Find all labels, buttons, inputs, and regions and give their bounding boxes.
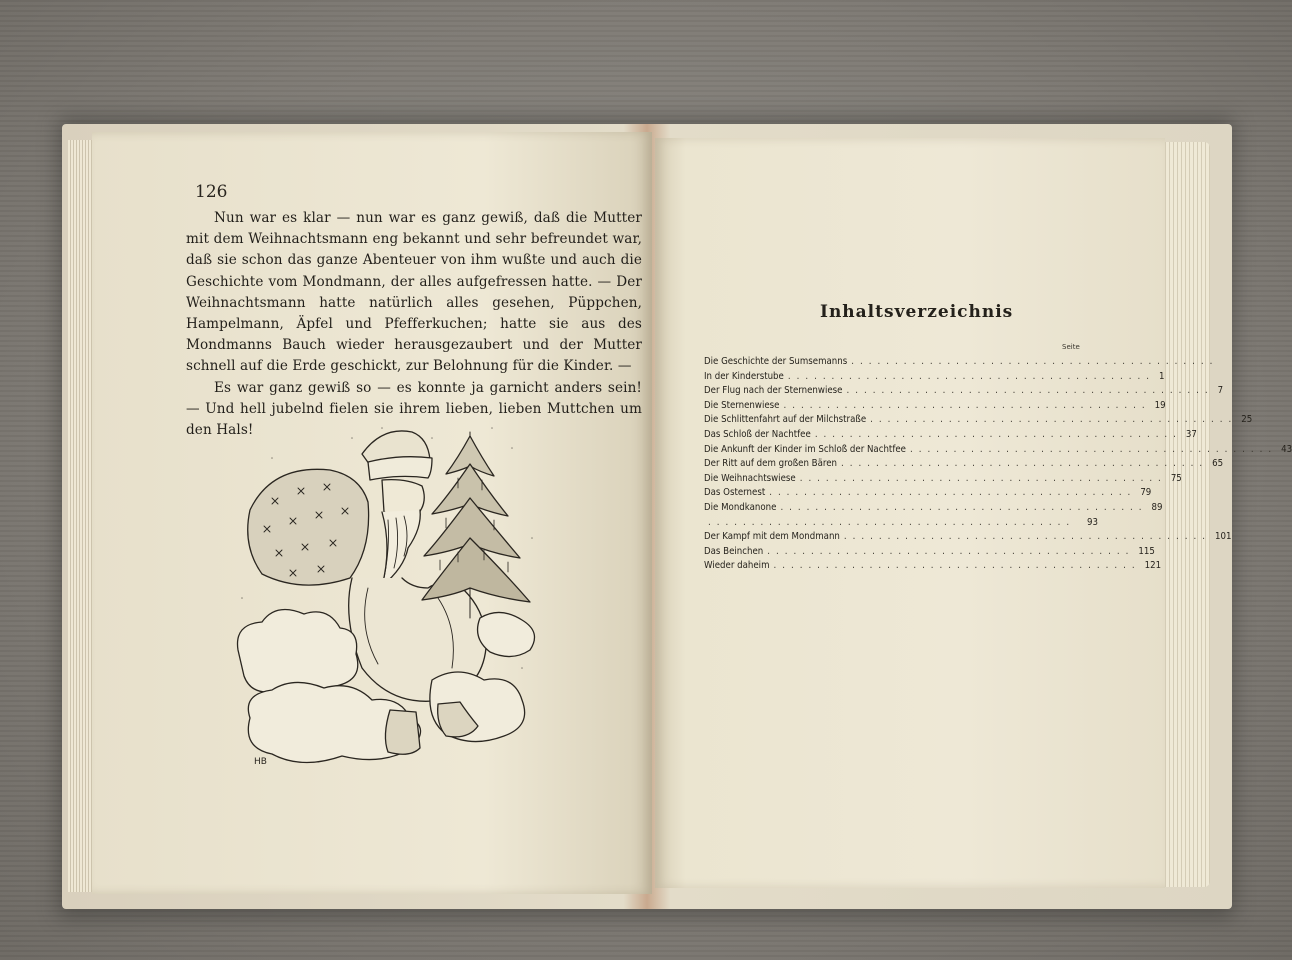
santa-illustration <box>232 418 550 780</box>
toc-entry: Die Geschichte der Sumsemanns .......................................... <box>704 356 1219 367</box>
toc-entry: Die Mondkanone .......................................... 89 <box>704 501 1163 513</box>
toc-entry: Das Schloß der Nachtfee .......................................... 37 <box>704 428 1197 440</box>
toc-entry: Wieder daheim .......................................... 121 <box>704 560 1162 572</box>
page-edges-right <box>1162 142 1210 887</box>
toc-entry: Die Schlittenfahrt auf der Milchstraße .......................................... 25 <box>704 414 1253 426</box>
toc-entry: Der Flug nach der Sternenwiese .......................................... 7 <box>704 385 1224 397</box>
story-text <box>186 208 642 441</box>
toc-title: Inhaltsverzeichnis <box>820 302 1014 322</box>
toc-entry: Die Ankunft der Kinder im Schloß der Nachtfee .......................................... 43 <box>704 443 1292 455</box>
toc-entry: .......................................... 93 <box>708 516 1098 528</box>
toc-entry: Das Osternest .......................................... 79 <box>704 487 1152 499</box>
page-edges-left <box>68 140 94 892</box>
toc-entry: Das Beinchen .......................................... 115 <box>704 545 1155 557</box>
toc-entry: Der Kampf mit dem Mondmann .......................................... 101 <box>704 531 1232 543</box>
toc-entry: Die Weihnachtswiese .......................................... 75 <box>704 472 1182 484</box>
paragraph-2: Es war ganz gewiß so — es konnte ja garnicht anders sein! — Und hell jubelnd fielen sie ihrem lieben, lieben Muttchen um den Hals! <box>186 379 642 439</box>
table-of-contents <box>704 356 1292 575</box>
toc-entry: In der Kinderstube .......................................... 1 <box>704 370 1165 382</box>
toc-entry: Der Ritt auf dem großen Bären .......................................... 65 <box>704 458 1224 470</box>
toc-entry: Die Sternenwiese .......................................... 19 <box>704 399 1166 411</box>
paragraph-1: Nun war es klar — nun war es ganz gewiß, daß die Mutter mit dem Weihnachtsmann eng bekannt und sehr befreundet war, daß sie schon das ganze Abenteuer von ihm wußte und auch die Geschichte vom Mondmann, der alles aufgefressen hatte. — Der Weihnachtsmann hatte natürlich alles gesehen, Püppchen, Hampelmann, Äpfel und Pfefferkuchen; hatte sie aus des Mondmanns Bauch wieder herausgezaubert und der Mutter schnell auf die Erde geschickt, zur Belohnung für die Kinder. — <box>186 210 642 375</box>
page-number: 126 <box>195 182 228 202</box>
toc-page-header: Seite <box>1062 343 1080 351</box>
illustration-monogram: HB <box>254 757 267 767</box>
